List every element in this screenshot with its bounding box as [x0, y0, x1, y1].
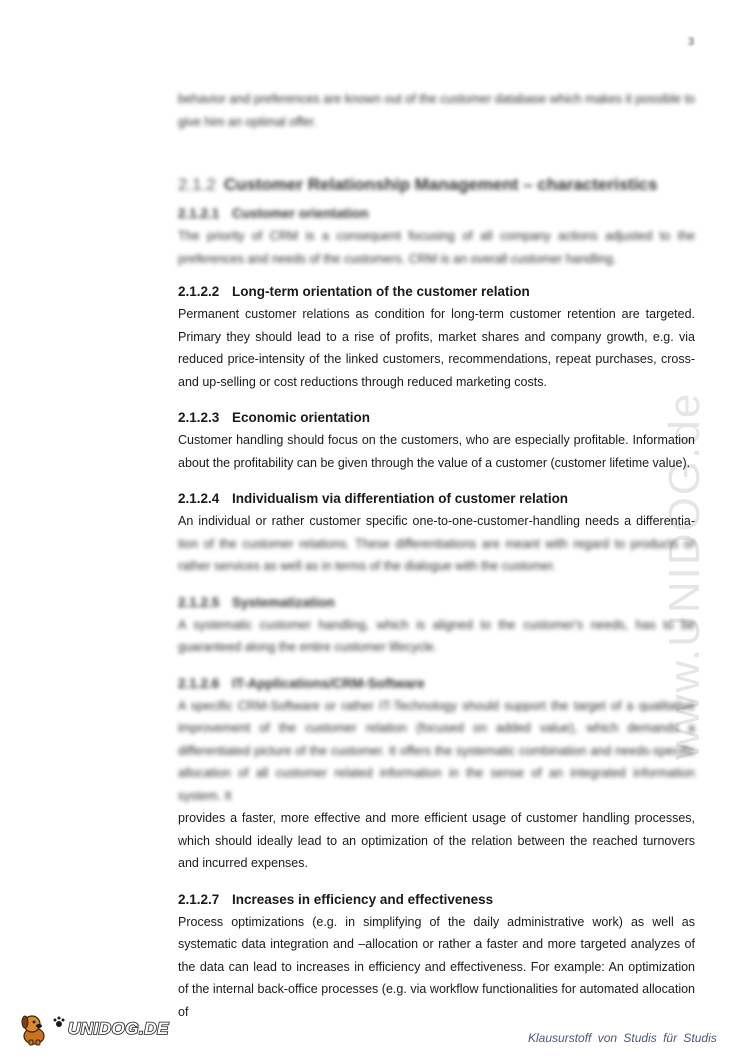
- subsection-number: 2.1.2.1: [178, 206, 220, 221]
- subsection-title: Individualism via differentiation of customer relation: [232, 491, 569, 506]
- subsection-heading-5: [178, 592, 695, 614]
- subsection-title: Increases in efficiency and effectiveness: [232, 891, 494, 907]
- subsection-heading-2: [178, 281, 695, 303]
- intro-paragraph: behavior and preferences are known out of the customer database which makes it possible to give him an optimal offer.: [178, 92, 695, 129]
- page-content: [178, 88, 695, 1023]
- section-heading: [178, 173, 695, 197]
- subsection-title: Long-term orientation of the customer relation: [232, 284, 530, 299]
- unidog-logo[interactable]: [20, 1012, 169, 1046]
- subsection-text-7: Process optimizations (e.g. in simplifying of the daily administrative work) as well as systematic data integration and –allocation or rather a faster and more targeted analyzes of the data can lead to increases in efficiency and effectiveness. For example: An optimization of the internal back-office processes (e.g. via workflow functionalities for automated allocation of: [178, 914, 695, 1019]
- subsection-heading-3: [178, 407, 695, 429]
- subsection-text-4-blurred: tion of the customer relations. These differentiations are meant with regard to products or rather services as well as in terms of the dialogue with the customer.: [178, 536, 695, 573]
- logo-text: UNIDOG.DE: [68, 1019, 169, 1038]
- subsection-number: 2.1.2.5: [178, 594, 220, 610]
- subsection-text-3: Customer handling should focus on the customers, who are especially profitable. Information about the profitability can be given through the value of a customer (customer lifetime value).: [178, 433, 695, 470]
- subsection-heading-1: [178, 203, 695, 225]
- dog-icon: [20, 1012, 50, 1046]
- paw-icon: [52, 1015, 66, 1029]
- subsection-title: Economic orientation: [232, 410, 371, 425]
- subsection-number: 2.1.2.7: [178, 891, 220, 907]
- subsection-number: 2.1.2.3: [178, 410, 220, 425]
- subsection-number: 2.1.2.6: [178, 675, 220, 691]
- footer-tagline: Klausurstoff von Studis für Studis: [528, 1031, 717, 1045]
- subsection-text-5: A systematic customer handling, which is aligned to the customer's needs, has to be guaranteed along the entire customer lifecycle.: [178, 617, 695, 654]
- watermark: www.UNIDOG.de: [660, 391, 709, 760]
- subsection-text-6-visible: provides a faster, more effective and more efficient usage of customer handling processes, which should ideally lead to an optimization of the relation between the reached turnovers and incurred expenses.: [178, 811, 695, 870]
- section-number: 2.1.2: [178, 175, 216, 194]
- subsection-heading-4: [178, 488, 695, 510]
- subsection-text-2: Permanent customer relations as condition for long-term customer retention are targeted. Primary they should lead to a rise of profits, market shares and company growth, e.g. via reduced price-intensity of the linked customers, recommendations, repeat purchases, cross- and up-selling or cost reductions through reduced marketing costs.: [178, 307, 695, 389]
- page-number: 3: [688, 36, 695, 48]
- subsection-number: 2.1.2.2: [178, 284, 220, 299]
- subsection-heading-6: [178, 673, 695, 695]
- subsection-text-1: The priority of CRM is a consequent focusing of all company actions adjusted to the preferences and needs of the customers. CRM is an overall customer handling.: [178, 229, 695, 266]
- subsection-title: IT-Applications/CRM-Software: [232, 675, 425, 691]
- subsection-title: Customer orientation: [232, 206, 369, 221]
- subsection-text-4-visible: An individual or rather customer specific one-to-one-customer-handling needs a differentia-: [178, 514, 695, 528]
- subsection-text-6-blurred: A specific CRM-Software or rather IT-Technology should support the target of a qualitative improvement of the customer relation (focused on added value), which demands a differentiated picture of the customer. It offers the systematic combination and needs-specific allocation of all customer related information in the sense of an integrated information system. It: [178, 698, 695, 803]
- subsection-title: Systematization: [232, 594, 335, 610]
- section-title: Customer Relationship Management – characteristics: [223, 175, 658, 194]
- subsection-number: 2.1.2.4: [178, 491, 220, 506]
- subsection-heading-7: [178, 889, 695, 911]
